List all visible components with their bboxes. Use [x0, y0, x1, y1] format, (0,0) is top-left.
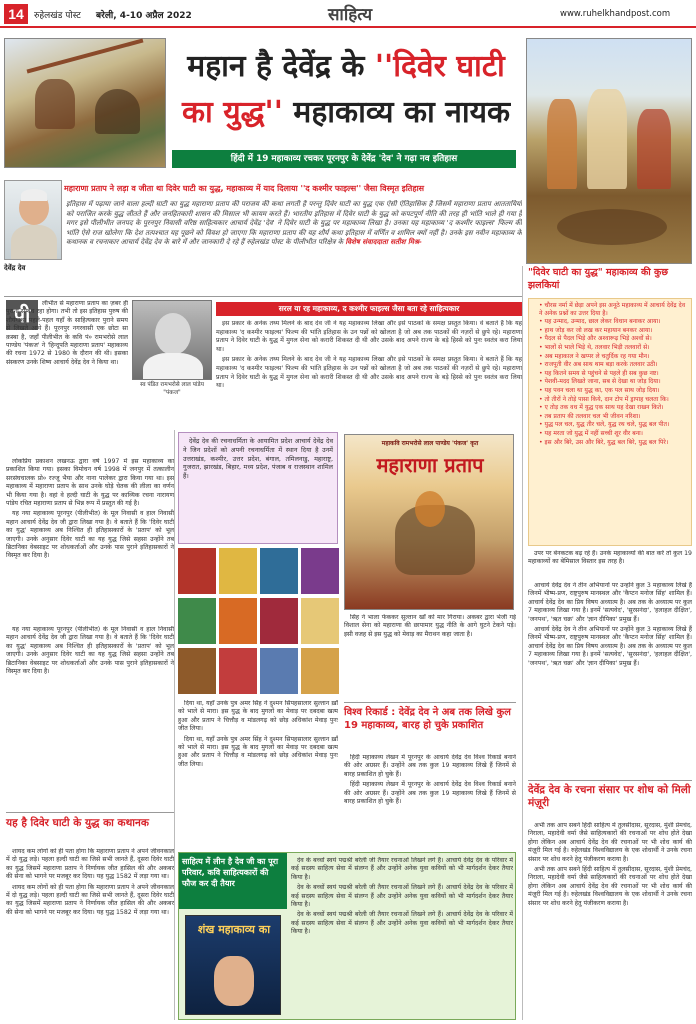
family-p: देव के बच्चों स्वयं पद्मश्री बरेली जी तैयार रचनाओं लिखने लगे हैं। आचार्य देवेंद्र देव के परिवार में कई सदस्य साहित्य सेवा में संलग्न हैं और उन्होंने अनेक युवा कवियों को भी मार्गदर्शन देकर तैयार किया है।	[291, 857, 513, 881]
sidebar-sub-p2: अभी तक आप सबने हिंदी साहित्य में तुलसीदास, सूरदास, मुंशी प्रेमचंद, निराला, महादेवी वर्मा जैसे साहित्यकारों की रचनाओं पर शोध होते देखा होगा लेकिन अब आचार्य देवेंद्र देव की रचनाओं पर भी शोध कार्य की मंज़ूरी मिल गई है। रुहेलखंड विश्वविद्यालय के एक शोधार्थी ने उनके रचना संसार पर शोध करने हेतु पंजीकरण कराया है।	[528, 866, 692, 907]
family-box-title: साहित्य में लीन है देव जी का पूरा परिवार, कवि साहित्यकारों की फौज कर दी तैयार	[179, 853, 287, 909]
poet-portrait	[132, 300, 212, 380]
sidebar-bullet: • ए तोड़ तक वध में युद्ध एक साथ यह देखा राखन किते।	[539, 404, 664, 412]
dateline: बरेली, 4-10 अप्रैल 2022	[96, 11, 192, 21]
sidebar-bullet: • भालों से भाले भिड़े थे, तलवार भिड़ी तलवारों से।	[539, 343, 650, 351]
battle-painting-right	[526, 38, 692, 264]
col2-text	[216, 320, 522, 426]
col1-text-d	[6, 848, 174, 1020]
author-photo	[4, 180, 62, 260]
kicker: महाराणा प्रताप ने लड़ा व जीता था दिवेर घाटी का युद्ध, महाकाव्य में याद दिलाया ''द कश्मीर फाइल्स'' जैसा विस्मृत इतिहास	[64, 184, 425, 193]
author-caption: देवेंद्र देव	[4, 264, 26, 272]
record-p2: हिंदी महाकाव्य लेखन में पूरनपुर के आचार्य देवेंद्र देव विश्व रिकार्ड बनाने की ओर अग्रसर हैं। उन्होंने अब तक कुल 19 महाकाव्य लिखे हैं जिनमें से बारह प्रकाशित हो चुके हैं।	[344, 781, 516, 806]
sidebar-col-p: आचार्य देवेंद्र देव ने तीन अभियानों पर उन्होंने कुल 3 महाकाव्य लिखे हैं जिनमें भीष्म-प्रण, राष्ट्रपुरुष मानस्थल और 'कैप्टन मनोज सिंह' शामिल हैं। आचार्य देवेंद्र देव का प्रिय विषय अध्यात्म है। अब तक के अध्यात्म पर कुल 7 महाकाव्य लिखा गया है। इनमें 'सत्यवेद', 'सुरसनंदा', 'हलाहल दीक्षित', 'जनपथ', 'ऋत चक्र' और 'ज्ञान दीपिका' प्रमुख हैं।	[528, 582, 692, 623]
sidebar-bullet: • यह कितने समय से पहुंचने से पहले ही सब कुछ नष्ट।	[539, 369, 659, 377]
dropcap: पी	[6, 300, 38, 330]
col1-p3b: यह नया महाकाव्य पूरनपुर (पीलीभीत) के मूल निवासी व हाल निवासी महान आचार्य देवेंद्र देव जी द्वारा लिखा गया है। वे बताते हैं कि 'दिवेर घाटी का युद्ध' महाकाव्य अब निश्चित ही इतिहासकारों के 'प्रताप' को भूल जाएगी। उनके अनुसार दिवेर घाटी का यह युद्ध जिसे सहसा उन्होंने तब ब्रिटानिका वेबसाइट पर शोधकर्ताओं और उनके पास पुराने इतिहासकारों ने विस्मृत कर दिया है।	[6, 626, 174, 676]
sidebar-bullet: • तब प्रताप की तलवार चल भी जीवन नरिशा।	[539, 412, 641, 420]
record-heading: विश्व रिकार्ड : देवेंद्र देव ने अब तक लिखे कुल 19 महाकाव्य, बारह हो चुके प्रकाशित	[344, 702, 516, 752]
divider	[522, 266, 523, 1020]
intro-text	[66, 200, 522, 300]
sidebar-after-text	[528, 550, 692, 580]
col1-p4b: शायद कम लोगों को ही पता होगा कि महाराणा प्रताप ने अपने जीवनकाल में दो युद्ध लड़े। पहला हल्दी घाटी का जिसे सभी जानते हैं, दूसरा दिवेर घाटी का युद्ध जिसमें महाराणा प्रताप ने निर्णायक जीत हासिल की और अकबर की सेना को भागने पर मजबूर कर दिया। यह युद्ध 1582 में लड़ा गया था।	[6, 883, 174, 916]
regions-box	[178, 432, 338, 544]
section-title: साहित्य	[327, 5, 373, 25]
col1-text-a	[6, 300, 128, 456]
divider	[4, 296, 522, 297]
col1-text-b	[6, 458, 174, 624]
sidebar-bullet: • युद्ध पल चल, युद्ध तीर चले, युद्ध रथ चले, युद्ध बल पीत।	[539, 421, 670, 429]
col2-heading: सरल या रह महाकाव्य, द कश्मीर फाइल्स जैसा बता रहे साहित्यकार	[216, 302, 522, 316]
header-bar	[0, 0, 696, 28]
sidebar-bullet: • यह मरता जो युद्ध में नहीं सच्ची शूर वीर बना।	[539, 429, 643, 437]
family-box-text	[291, 857, 513, 1017]
col2-lower-text	[178, 700, 338, 848]
record-p: हिंदी महाकाव्य लेखन में पूरनपुर के आचार्य देवेंद्र देव विश्व रिकार्ड बनाने की ओर अग्रसर हैं। उन्होंने अब तक कुल 19 महाकाव्य लिखे हैं जिनमें से बारह प्रकाशित हो चुके हैं।	[344, 754, 516, 778]
book-covers-grid	[178, 548, 340, 696]
family-book-title: शंख महाकाव्य का	[197, 923, 271, 936]
sidebar-bullet: • पैदल से पैदल भिड़े और अश्वारूढ़ भिड़े अश्वों से।	[539, 335, 652, 343]
headline-part1: महान है देवेंद्र के	[187, 49, 365, 84]
sidebar-sub-p: अभी तक आप सबने हिंदी साहित्य में तुलसीदास, सूरदास, मुंशी प्रेमचंद, निराला, महादेवी वर्मा जैसे साहित्यकारों की रचनाओं पर शोध होते देखा होगा लेकिन अब आचार्य देवेंद्र देव की रचनाओं पर भी शोध कार्य की मंज़ूरी मिल गई है। रुहेलखंड विश्वविद्यालय के एक शोधार्थी ने उनके रचना संसार पर शोध करने हेतु पंजीकरण कराया है।	[528, 822, 692, 863]
portrait-caption: स्व पंडित रामभरोसे लाल पांडेय "पंकज"	[140, 382, 204, 396]
sidebar-col-p2: आचार्य देवेंद्र देव ने तीन अभियानों पर उन्होंने कुल 3 महाकाव्य लिखे हैं जिनमें भीष्म-प्रण, राष्ट्रपुरुष मानस्थल और 'कैप्टन मनोज सिंह' शामिल हैं। आचार्य देवेंद्र देव का प्रिय विषय अध्यात्म है। अब तक के अध्यात्म पर कुल 7 महाकाव्य लिखा गया है। इनमें 'सत्यवेद', 'सुरसनंदा', 'हलाहल दीक्षित', 'जनपथ', 'ऋत चक्र' और 'ज्ञान दीपिका' प्रमुख हैं।	[528, 626, 692, 667]
divider	[174, 430, 175, 1020]
family-p2: देव के बच्चों स्वयं पद्मश्री बरेली जी तैयार रचनाओं लिखने लगे हैं। आचार्य देवेंद्र देव के परिवार में कई सदस्य साहित्य सेवा में संलग्न हैं और उन्होंने अनेक युवा कवियों को भी मार्गदर्शन देकर तैयार किया है।	[291, 884, 513, 909]
sidebar-bullet: • राजपूती वीर अब साथ थाम बड़ा करके तलवार उठी।	[539, 361, 658, 369]
col2-p1: इस प्रकार के अनेक तथ्य मिलने के बाद देव जी ने यह महाकाव्य लिखा और इसे पाठकों के समक्ष प्रस्तुत किया। वे बताते हैं कि यह महाकाव्य 'द कश्मीर फाइल्स' फिल्म की भांति इतिहास के उन पन्नों को खोलता है जो अब तक पाठकों की नज़रों से छुपे रहे। महाराणा प्रताप ने दिवेर घाटी के युद्ध में मुगल सेना को करारी शिकस्त दी थी और उसके बाद अपने राज्य के बड़े हिस्से को पुनः स्वतंत्र करा लिया था।	[216, 320, 522, 353]
intro-body: इतिहास में पढ़ाया जाने वाला हल्दी घाटी का युद्ध महाराणा प्रताप की पराजय की कथा लगती है परन्तु दिवेर घाटी का युद्ध एक ऐसी ऐतिहासिक है जिसमें महाराणा प्रताप आततायियों को पराजित करके युद्ध जीतते हैं और जनहितकारी शासन की मिसाल भी कायम करते हैं। भारतीय इतिहास में दिवेर घाटी के युद्ध को कपटपूर्ण नीति की तरह ही भांति भाले ही गया है मगर इसे पीलीभीत जनपद के पूरनपुर निवासी वरिष्ठ साहित्यकार आचार्य देवेंद्र 'देव' ने दिवेर घाटी के युद्ध पर महाकाव्य लिखा है। उनका यह महाकाव्य 'द कश्मीर फाइल्स' फिल्म की भांति ऐसे राज खोलेगा कि देश तत्पश्चात यह पूछने को विवश हो जाएगा कि महाराणा प्रताप की यह शौर्य कथा इतिहास में वर्णित व शामिल क्यों नहीं है। उनके इस नवीन महाकाव्य के कथानक व रचनाकार आचार्य देवेंद्र देव के बारे में और जानकारी दे रहे हैं रुहेलखंड पोस्ट के पीलीभीत परिक्षेत्र के	[66, 200, 522, 247]
regions-text: देवेंद्र देव की रचनाधर्मिता के आयामित प्रदेश आचार्य देवेंद्र देव ने जिन प्रदेशों को अपनी रचनाधर्मिता में स्थान दिया है उनमें उत्तराखंड, कश्मीर, उत्तर प्रदेश, बंगाल, तमिलनाडु, महाराष्ट्र, गुजरात, झारखंड, बिहार, मध्य प्रदेश, पंजाब व राजस्थान शामिल हैं।	[183, 437, 333, 481]
headline-part2: ''दिवेर घाटी	[374, 49, 505, 84]
col3-lower-text	[344, 614, 516, 698]
sidebar-bullet: • हाथ जोड़ कर जो लख कर महायान बनकर आया।	[539, 326, 653, 334]
sidebar-bullet: • तो तीरों ने तोड़े पासा किये, दान टोप में ड्रापाह चलता कि।	[539, 395, 669, 403]
sidebar-bullet: • इस और बिरे, उस और बिरे, युद्ध बल बिरे, युद्ध बल पिरे।	[539, 438, 669, 446]
record-text	[344, 754, 516, 850]
headline	[170, 44, 522, 152]
book-cover-title: महाराणा प्रताप	[376, 453, 484, 477]
sidebar-bullets	[528, 298, 692, 546]
family-box	[178, 852, 516, 1020]
col1-p3: यह नया महाकाव्य पूरनपुर (पीलीभीत) के मूल निवासी व हाल निवासी महान आचार्य देवेंद्र देव जी द्वारा लिखा गया है। वे बताते हैं कि 'दिवेर घाटी का युद्ध' महाकाव्य अब निश्चित ही इतिहासकारों के 'प्रताप' को भूल जाएगी। उनके अनुसार दिवेर घाटी का यह युद्ध जिसे सहसा उन्होंने तब ब्रिटानिका वेबसाइट पर शोधकर्ताओं और उनके पास पुराने इतिहासकारों ने विस्मृत कर दिया है।	[6, 510, 174, 560]
intro-highlight: विशेष संवाददाता सतीश मिश्र-	[345, 238, 422, 247]
family-p3: देव के बच्चों स्वयं पद्मश्री बरेली जी तैयार रचनाओं लिखने लगे हैं। आचार्य देवेंद्र देव के परिवार में कई सदस्य साहित्य सेवा में संलग्न हैं और उन्होंने अनेक युवा कवियों को भी मार्गदर्शन देकर तैयार किया है।	[291, 911, 513, 936]
sidebar-bullet: • यह पवन चला था युद्ध का, एक पल साथ जोड़ दिया।	[539, 386, 660, 394]
col1-p2: लोकप्रिय प्रकाशन लखनऊ द्वारा वर्ष 1997 में इस महाकाव्य का प्रकाशित किया गया। इसका विमोचन वर्ष 1998 में जनपुर में तत्कालीन सरसंघचालक प्रो० रज्जू भैया और नाना पालेकर द्वारा किया गया था। इस महाकाव्य में महाराणा प्रताप के साथ उनके घोड़े चेतक की लीला का वर्णन भी किया गया है। वहां वे हल्दी घाटी के युद्ध पर काव्यिक रचना नारायण पांडेय रचित महाराणा प्रताप से भिन्न रूप में प्रस्तुत की गई है।	[6, 458, 174, 508]
headline-part3: का युद्ध''	[181, 95, 283, 130]
battle-painting-left	[4, 38, 166, 168]
sidebar-bullet: • यह उन्माद, उन्माद, छाल लेकर विधान बनाकर आया।	[539, 318, 661, 326]
book-cover-top: महाकवि रामभरोसे लाल पाण्डेय 'पंकज' कृत	[381, 440, 479, 447]
sidebar-bullet: • पेशवी-मदद लिखते जाना, सब से देखा था जोड़ दिया।	[539, 378, 661, 386]
col1-p1: लीभीत से महाराणा प्रताप का ज़बर ही पुराना सम्बंध रहा होगा। तभी तो इस इतिहास पुरुष की शौर्यगाथा पहले-पहल यहाँ के साहित्यकार पुराने समय से लिखते आये हैं। पूरनपुर नगरवासी एक छोटा सा क़स्बा है, जहाँ पीलीभीत के कवि पं० रामभरोसे लाल पाण्डेय 'पंकज' ने 'हिन्दूपति महाराणा प्रताप' महाकाव्य की रचना 1972 से 1980 के दौरान की थी। इसका संस्करण उनके शिष्य आचार्य देवेंद्र देव ने किया था।	[6, 300, 128, 366]
headline-part4: महाकाव्य का नायक	[293, 95, 511, 130]
family-book	[185, 915, 281, 1015]
sidebar-caption: "दिवेर घाटी का युद्ध" महाकाव्य की कुछ झलकियां	[528, 267, 669, 291]
sidebar-after-p: उपर पर बेनकटक बढ़ रहे हैं। उनके महाकाव्यों की बात करें तो कुल 19 महाकाव्यों का बेमिसाल विस्तार इस तरह है।	[528, 550, 692, 566]
col1-text-c	[6, 626, 174, 806]
paper-name: रुहेलखंड पोस्ट	[34, 11, 81, 21]
col2-lower-p: दिया था, यहाँ उनके पुत्र अमर सिंह ने दुश्मन सिपहसालार सुल्तान ख़ाँ को भाले से मारा। इस युद्ध के बाद मुगलों का मेवाड़ पर दबदबा खत्म हुआ और प्रताप ने चित्तौड़ व मांडलगढ़ को छोड़ अधिकांश मेवाड़ पुनः जीत लिया।	[178, 700, 338, 733]
page-number: 14	[4, 4, 28, 24]
book-cover-maharana	[344, 434, 514, 610]
sidebar-subheading: देवेंद्र देव के रचना संसार पर शोध को मिली मंज़ूरी	[528, 780, 692, 820]
sidebar-bullet: • अब महाकाल ने खप्पर ले चतुर्दिक रह गया मौन।	[539, 352, 650, 360]
col2-p1b: इस प्रकार के अनेक तथ्य मिलने के बाद देव जी ने यह महाकाव्य लिखा और इसे पाठकों के समक्ष प्रस्तुत किया। वे बताते हैं कि यह महाकाव्य 'द कश्मीर फाइल्स' फिल्म की भांति इतिहास के उन पन्नों को खोलता है जो अब तक पाठकों की नज़रों से छुपे रहे। महाराणा प्रताप ने दिवेर घाटी के युद्ध में मुगल सेना को करारी शिकस्त दी थी और उसके बाद अपने राज्य के बड़े हिस्से को पुनः स्वतंत्र करा लिया था।	[216, 356, 522, 390]
website[interactable]: www.ruhelkhandpost.com	[560, 9, 671, 19]
sidebar-col-text	[528, 582, 692, 776]
sidebar-sub-text	[528, 822, 692, 1020]
sidebar-bullet: • चौरस नर्मा में छेड़ा अपने इस अनूठे महाकाव्य में आचार्य देवेंद्र देव ने अनेक प्रश्नों का उत्तर दिया है।	[539, 302, 686, 317]
col3-lower-p: सिंह ने भाला फेंककर सुल्तान खाँ को मार गिराया। अकबर द्वारा भेजी गई विशाल सेना को महाराणा की छापामार युद्ध नीति के आगे घुटने टेकने पड़े। इसी वजह से इस युद्ध को मेवाड़ का मैराथन कहा जाता है।	[344, 614, 516, 638]
col1-subhead: यह है दिवेर घाटी के युद्ध का कथानक	[6, 812, 174, 846]
subhead-green: हिंदी में 19 महाकाव्य रचकर पूरनपुर के देवेंद्र 'देव' ने गढ़ा नव इतिहास	[172, 150, 516, 168]
col2-lower-p2: दिया था, यहाँ उनके पुत्र अमर सिंह ने दुश्मन सिपहसालार सुल्तान ख़ाँ को भाले से मारा। इस युद्ध के बाद मुगलों का मेवाड़ पर दबदबा खत्म हुआ और प्रताप ने चित्तौड़ व मांडलगढ़ को छोड़ अधिकांश मेवाड़ पुनः जीत लिया।	[178, 735, 338, 768]
col1-p4: शायद कम लोगों को ही पता होगा कि महाराणा प्रताप ने अपने जीवनकाल में दो युद्ध लड़े। पहला हल्दी घाटी का जिसे सभी जानते हैं, दूसरा दिवेर घाटी का युद्ध जिसमें महाराणा प्रताप ने निर्णायक जीत हासिल की और अकबर की सेना को भागने पर मजबूर कर दिया। यह युद्ध 1582 में लड़ा गया था।	[6, 848, 174, 881]
